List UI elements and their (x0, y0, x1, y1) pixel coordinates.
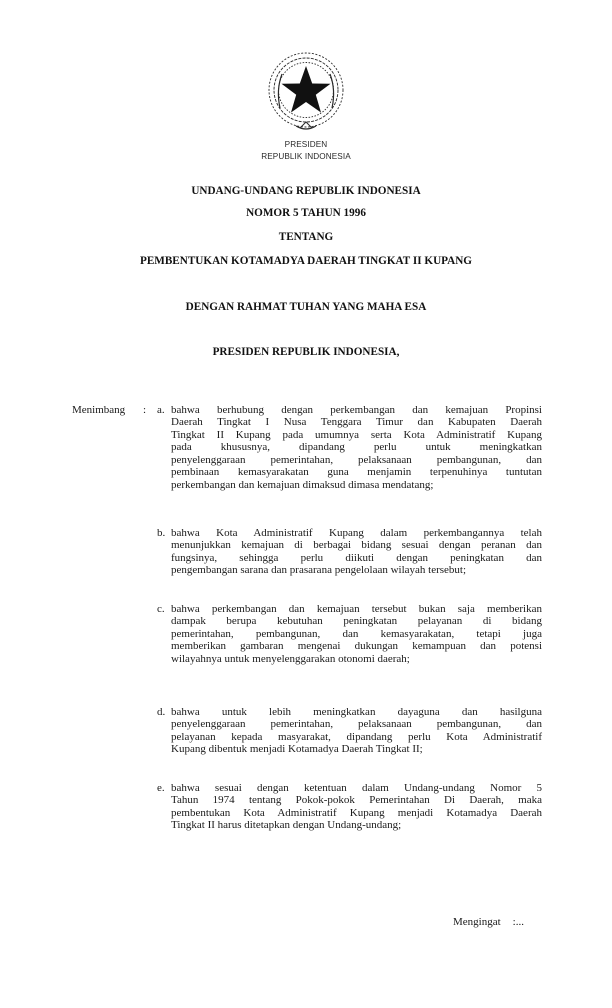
item-text (171, 404, 542, 491)
text-line: Tingkat II harus ditetapkan dengan Undang-undang; (171, 819, 402, 832)
text-line: pengembangan sarana dan prasarana pengelolaan wilayah tersebut; (171, 564, 467, 577)
text-line: bahwa sesuai dengan ketentuan dalam Undang-undang Nomor 5 (171, 782, 542, 794)
law-type-heading: UNDANG-UNDANG REPUBLIK INDONESIA (191, 185, 421, 197)
text-line: pembinaan kemasyarakatan guna menjamin terpenuhinya tuntutan (171, 466, 542, 479)
menimbang-label: Menimbang (72, 404, 126, 416)
text-line: pelayanan kepada masyarakat, dipandang perlu Kota Administratif (171, 730, 542, 743)
item-text (171, 527, 542, 577)
menimbang-colon: : (143, 404, 147, 416)
text-line: menunjukkan kemajuan di berbagai bidang sesuai dengan peranan dan (171, 539, 542, 552)
menimbang-item-b (157, 527, 542, 577)
text-line: Kupang dibentuk menjadi Kotamadya Daerah Tingkat II; (171, 743, 423, 756)
text-line: fungsinya, sehingga perlu diikuti dengan peningkatan dan (171, 551, 542, 564)
item-marker: a. (157, 404, 165, 416)
item-text (171, 782, 542, 832)
text-line: bahwa Kota Administratif Kupang dalam perkembangannya telah (171, 527, 542, 539)
continuation-marker: :... (512, 916, 524, 928)
text-line: bahwa perkembangan dan kemajuan tersebut bukan saja memberikan (171, 603, 542, 615)
menimbang-item-e (157, 782, 542, 832)
text-line: penyelenggaraan pemerintahan, pelaksanaan pembangunan, dan (171, 453, 542, 466)
text-line: pada khususnya, dipandang perlu untuk meningkatkan (171, 441, 542, 454)
law-number-heading: NOMOR 5 TAHUN 1996 (246, 207, 366, 219)
menimbang-item-c (157, 603, 542, 665)
office-line-presiden: PRESIDEN (284, 140, 328, 149)
issuer-heading: PRESIDEN REPUBLIK INDONESIA, (212, 346, 400, 358)
text-line: wilayahnya untuk menyelenggarakan otonomi daerah; (171, 652, 410, 665)
text-line: pembentukan Kota Administratif Kupang menjadi Kotamadya Daerah (171, 806, 542, 819)
text-line: Daerah Tingkat I Nusa Tenggara Timur dan Kabupaten Daerah (171, 416, 542, 429)
item-marker: c. (157, 603, 165, 615)
item-marker: b. (157, 527, 166, 539)
continuation-label: Mengingat (453, 916, 501, 928)
item-marker: d. (157, 706, 166, 718)
law-subject-heading: PEMBENTUKAN KOTAMADYA DAERAH TINGKAT II KUPANG (139, 255, 473, 267)
text-line: Tingkat II Kupang pada umumnya serta Kota Administratif Kupang (171, 428, 542, 441)
menimbang-item-d (157, 706, 542, 756)
text-line: bahwa berhubung dengan perkembangan dan kemajuan Propinsi (171, 404, 542, 416)
tentang-heading: TENTANG (278, 231, 334, 243)
continuation-note (453, 916, 524, 928)
item-marker: e. (157, 782, 165, 794)
invocation-heading: DENGAN RAHMAT TUHAN YANG MAHA ESA (185, 301, 427, 313)
presidential-seal-icon (266, 48, 346, 136)
menimbang-item-a (157, 404, 542, 491)
text-line: penyelenggaraan pemerintahan, pelaksanaan pembangunan, dan (171, 718, 542, 731)
item-text (171, 603, 542, 665)
text-line: memberikan gambaran mengenai dukungan kemampuan dan potensi (171, 640, 542, 653)
text-line: dampak berupa kebutuhan peningkatan pelayanan di bidang (171, 615, 542, 628)
text-line: bahwa untuk lebih meningkatkan dayaguna dan hasilguna (171, 706, 542, 718)
text-line: pemerintahan, pembangunan, dan kemasyarakatan, tetapi juga (171, 627, 542, 640)
text-line: Tahun 1974 tentang Pokok-pokok Pemerintahan Di Daerah, maka (171, 794, 542, 807)
text-line: perkembangan dan kemajuan dimaksud dimasa mendatang; (171, 478, 434, 491)
item-text (171, 706, 542, 756)
office-line-republik: REPUBLIK INDONESIA (261, 152, 351, 161)
